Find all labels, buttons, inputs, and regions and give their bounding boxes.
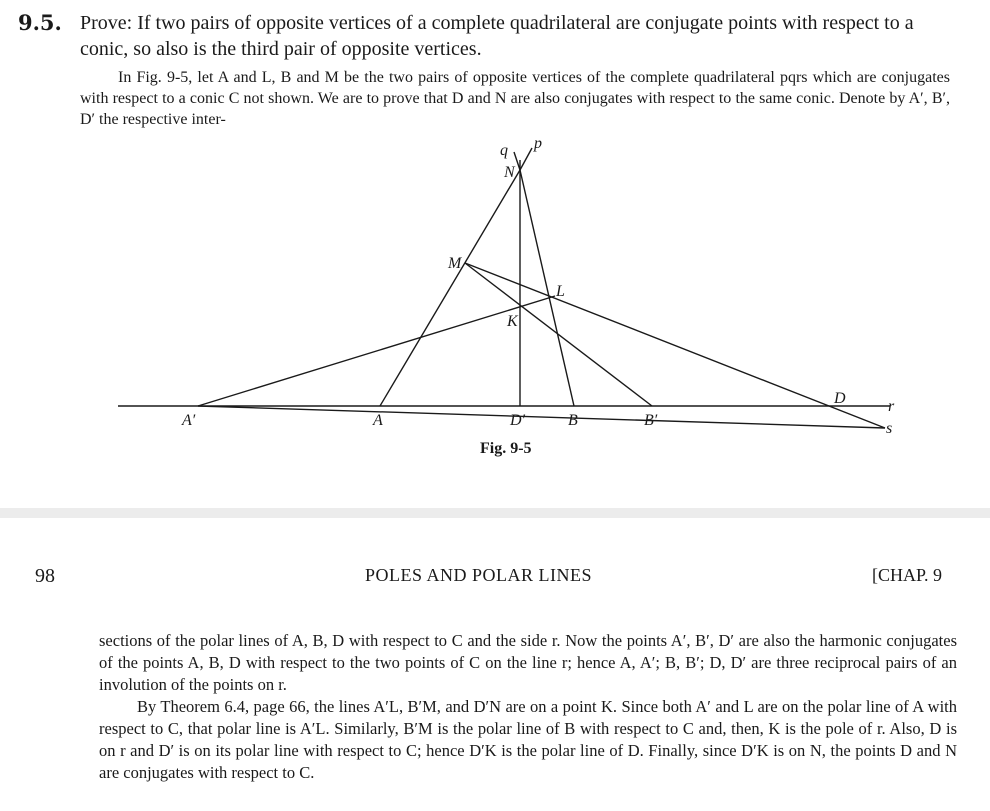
label-d-prime: D′	[510, 412, 526, 429]
figure-9-5	[100, 130, 920, 460]
line-p-tail	[520, 148, 532, 170]
problem-intro	[80, 67, 950, 130]
label-d: D	[834, 390, 846, 407]
label-b-prime: B′	[644, 412, 658, 429]
label-q: q	[500, 142, 508, 159]
label-p: p	[534, 135, 542, 152]
line-md	[465, 263, 885, 428]
continuation-paragraph-2: By Theorem 6.4, page 66, the lines A′L, B′M, and D′N are on a point K. Since both A′ and L are on the polar line of A with respect to C, that polar line is A′L. Similarly, B′M is the polar line of B with respect to C and, then, K is the pole of r. Also, D is on r and D′ is on its polar line with respect to C; hence D′K is the polar line of D. Finally, since D′K is on N, the points D and N are conjugates with respect to C.	[99, 697, 957, 782]
label-b: B	[568, 412, 578, 429]
line-a-prime-l	[198, 296, 555, 406]
line-s	[198, 406, 885, 428]
problem-number: 9.5.	[18, 10, 62, 35]
page-number: 98	[35, 565, 55, 587]
label-n: N	[504, 164, 515, 181]
continuation-text	[99, 630, 957, 784]
label-l: L	[556, 283, 565, 300]
continuation-paragraph-1: sections of the polar lines of A, B, D with respect to C and the side r. Now the points A′, B′, D′ are also the harmonic conjugates of the points A, B, D with respect to the two points of C on the line r; hence A, A′; B, B′; D, D′ are three reciprocal pairs of an involution of the points on r.	[99, 631, 957, 694]
lower-page	[0, 518, 990, 811]
figure-diagram	[100, 130, 920, 460]
label-a-prime: A′	[182, 412, 196, 429]
running-title: POLES AND POLAR LINES	[365, 565, 593, 585]
line-q	[380, 170, 520, 406]
page-divider	[0, 508, 990, 518]
label-r: r	[888, 398, 895, 415]
figure-caption: Fig. 9-5	[480, 440, 532, 457]
problem-statement: Prove: If two pairs of opposite vertices of a complete quadrilateral are conjugate points with respect to a conic, so also is the third pair of opposite vertices.	[80, 12, 914, 60]
label-k: K	[507, 313, 518, 330]
label-s: s	[886, 420, 893, 437]
intro-paragraph: In Fig. 9-5, let A and L, B and M be the two pairs of opposite vertices of the complete quadrilateral pqrs which are conjugates with respect to a conic C not shown. We are to prove that D and N are also conjugates with respect to the same conic. Denote by A′, B′, D′ the respective inter-	[80, 69, 950, 128]
label-a: A	[373, 412, 383, 429]
line-q-tail	[514, 152, 520, 170]
chapter-label: [CHAP. 9	[872, 565, 943, 585]
label-m: M	[448, 255, 462, 272]
